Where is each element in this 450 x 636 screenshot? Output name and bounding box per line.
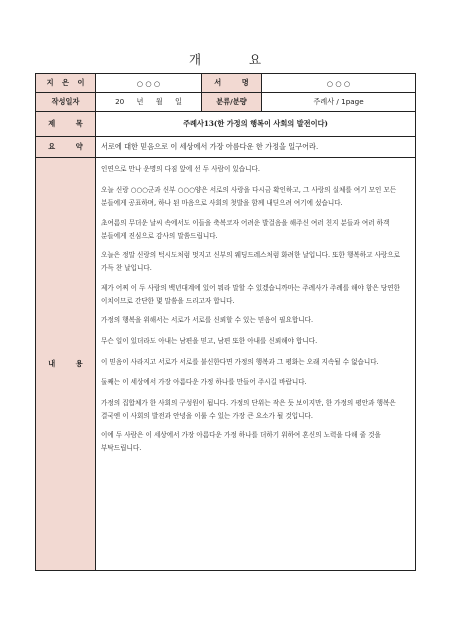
content-paragraph: 제가 어찌 이 두 사람의 백년대계에 있어 뭐라 말할 수 있겠습니까마는 주례사가 주례를 해야 함은 당연한 이치이므로 간단한 몇 말씀을 드리고자 합니다. [101,283,400,305]
date-label: 작성일자 [36,93,96,112]
content-paragraph: 이 믿음이 사라지고 서로가 서로를 불신한다면 가정의 행복과 그 평화는 오래 지속될 수 없습니다. [101,358,379,366]
subject-value: 주례사13(한 가정의 행복이 사회의 발전이다) [96,112,416,137]
signature-value: ○ ○ ○ [262,74,416,93]
content-body [96,158,416,571]
category-value: 주례사 / 1page [262,93,416,112]
category-label: 분류/분량 [202,93,262,112]
presenter-label: 지 은 이 [36,74,96,93]
content-paragraph: 인연으로 만나 운명의 다짐 앞에 선 두 사람이 있습니다. [101,165,260,173]
content-paragraph: 가정의 행복을 위해서는 서로가 서로를 신뢰할 수 있는 믿음이 필요합니다. [101,316,314,324]
content-paragraph: 둘째는 이 세상에서 가장 아름다운 가정 하나를 만들어 주시길 바랍니다. [101,377,307,386]
subject-label: 제 목 [36,112,96,137]
date-value: 20 년 월 일 [96,93,202,112]
summary-label: 요 약 [36,137,96,158]
content-paragraph: 초여름의 무더운 날씨 속에서도 이들을 축복코자 어려운 발걸음을 해주신 여러 친지 분들과 여러 하객 분들에게 진심으로 감사의 말씀드립니다. [101,218,390,240]
presenter-value: ○ ○ ○ [96,74,202,93]
content-paragraph: 오늘은 정말 신랑의 턱시도처럼 멋지고 신부의 웨딩드레스처럼 화려한 날입니다. 또한 행복하고 사랑으로 가득 찬 날입니다. [101,251,401,272]
overview-form [35,73,416,571]
summary-value: 서로에 대한 믿음으로 이 세상에서 가장 아름다운 한 가정을 일구어라. [96,137,416,158]
content-paragraph: 오늘 신랑 ○○○군과 신부 ○○○양은 서로의 사랑을 다시금 확인하고, 그 사랑의 실체를 여기 모인 모든 분들에게 공표하며, 하나 된 마음으로 사회의 첫발을 함께 내딛으려 여기에 섰습니다. [101,186,397,207]
content-paragraph: 무슨 일이 있더라도 아내는 남편을 믿고, 남편 또한 아내를 신뢰해야 합니다. [101,337,318,345]
content-label: 내 용 [36,158,96,571]
content-paragraph: 이에 두 사람은 이 세상에서 가장 아름다운 가정 하나를 더하기 위하여 혼신의 노력을 다해 줄 것을 부탁드립니다. [101,431,381,452]
signature-label: 서 명 [202,74,262,93]
content-paragraph: 가정의 집합체가 한 사회의 구성원이 됩니다. 가정의 단위는 작은 듯 보이지만, 한 가정의 평안과 행복은 결국엔 이 사회의 발전과 안녕을 이룰 수 있는 가장 큰 요소가 될 것입니다. [101,398,396,420]
page-title: 개 요 [188,52,284,67]
